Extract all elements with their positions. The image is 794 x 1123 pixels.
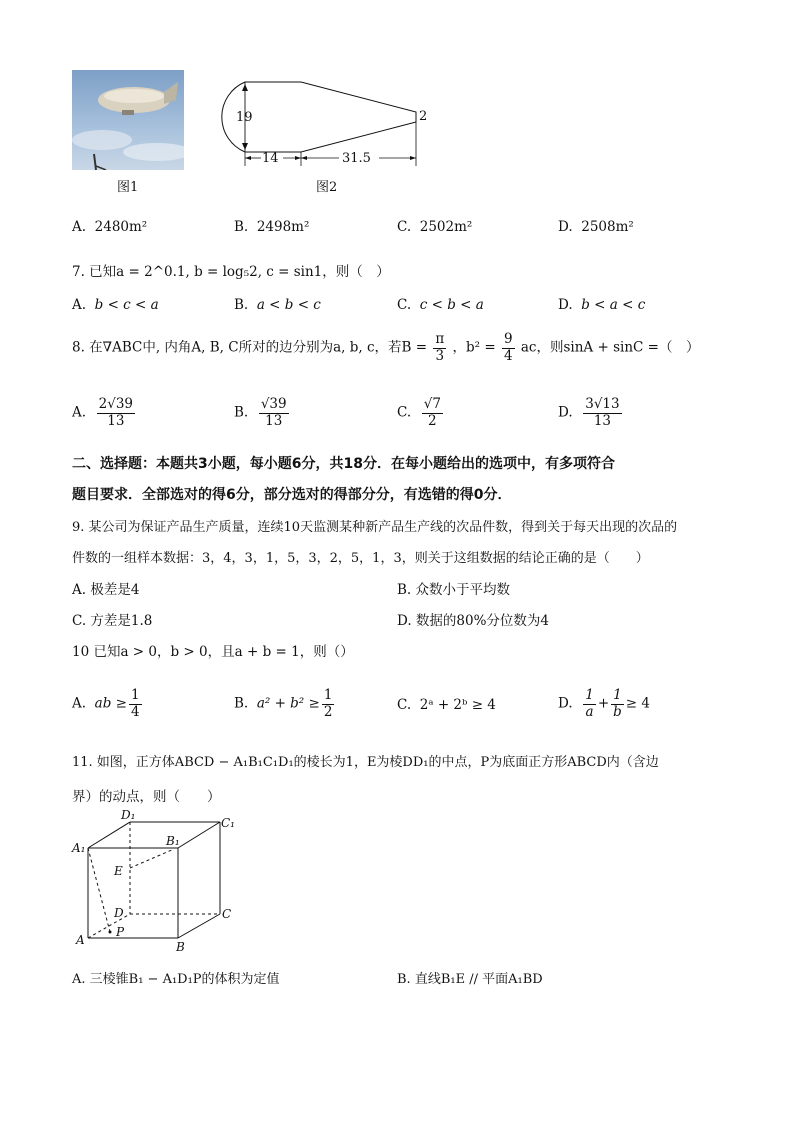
q8-option-a [72,397,137,429]
option-letter: C. [397,297,412,313]
option-letter: D. [558,219,573,235]
option-letter: B. [234,219,249,235]
option-text: a² + b² ≥ [256,695,320,712]
option-text: 2ᵃ + 2ᵇ ≥ 4 [419,697,496,713]
cube-label-e: E [114,864,123,878]
q10-option-c [397,697,496,713]
fraction-numerator: 9 [503,331,513,347]
q6-option-a [72,219,147,235]
q7-option-a [72,297,159,313]
option-fraction [583,397,621,429]
option-text: b < c < a [94,297,159,313]
fraction-numerator: √7 [423,396,441,412]
q9-option-d: D. 数据的80%分位数为4 [397,613,550,629]
q9-option-a: A. 极差是4 [72,582,140,598]
option-fraction [97,397,135,429]
option-fraction [611,688,624,720]
option-text: ≥ 4 [625,695,650,712]
option-fraction [322,688,335,720]
q8-option-d [558,397,624,429]
q7-option-d [558,297,645,313]
option-letter: A. [72,219,87,235]
option-letter: B. [234,297,249,313]
q8-option-b [234,397,291,429]
fraction-denominator: a [585,703,594,720]
cube-label-d1: D₁ [121,808,136,822]
option-letter: D. [558,695,573,712]
q8-ratio-fraction [502,332,515,364]
q8-stem-suffix: ac，则sinA + sinC =（ ） [520,339,700,356]
option-letter: A. [72,695,87,712]
cube-drawing [70,808,245,958]
dim-height-label: 19 [236,110,253,125]
q10-stem: 10 已知a > 0，b > 0，且a + b = 1，则（） [72,644,354,660]
option-fraction [259,397,289,429]
q9-option-b: B. 众数小于平均数 [397,582,511,598]
option-letter: A. [72,297,87,313]
q8-option-c [397,397,445,429]
cube-label-a: A [76,933,85,947]
option-text: ab ≥ [94,695,127,712]
fraction-numerator: 1 [130,687,140,703]
q11-stem-line2: 界）的动点，则（ ） [72,789,221,805]
option-text: 2498m² [256,219,310,235]
q6-option-d [558,219,634,235]
q9-option-c: C. 方差是1.8 [72,613,153,629]
option-text: a < b < c [256,297,321,313]
option-letter: C. [397,404,412,421]
fraction-denominator: b [613,703,622,720]
figure-2-caption: 图2 [316,180,338,195]
figure-1-caption: 图1 [117,180,139,195]
cube-label-c1: C₁ [221,816,235,830]
q10-option-a [72,688,144,720]
cube-label-b: B [176,940,185,954]
option-text: c < b < a [419,297,484,313]
option-letter: C. [397,697,412,713]
cube-label-p: P [116,925,125,939]
plus-sign: + [597,695,610,712]
cube-label-c: C [222,907,232,921]
airship-photo [72,70,184,170]
fraction-numerator: 1 [323,687,333,703]
fraction-denominator: 2 [323,703,333,720]
cube-label-a1: A₁ [72,841,86,855]
option-fraction [129,688,142,720]
option-text: b < a < c [581,297,646,313]
q7-option-b [234,297,321,313]
option-letter: D. [558,297,573,313]
fraction-denominator: 2 [428,412,437,429]
q8-stem [72,332,699,364]
fraction-numerator: π [435,331,445,347]
fraction-numerator: 1 [611,688,624,705]
q8-stem-mid: ，b² = [452,339,496,356]
dim-right-label: 31.5 [342,151,371,166]
dim-tip-label: 2 [419,109,428,124]
q9-stem-line2: 件数的一组样本数据：3，4，3，1，5，3，2，5，1，3，则关于这组数据的结论正确的是（ ） [72,551,649,566]
fraction-numerator: 3√13 [585,396,620,412]
q9-stem-line1: 9. 某公司为保证产品生产质量，连续10天监测某种新产品生产线的次品件数，得到关于每天出现的次品的 [72,520,678,535]
fraction-denominator: 3 [435,347,445,364]
option-text: 2502m² [419,219,473,235]
option-letter: B. [234,695,249,712]
cube-label-b1: B₁ [166,834,180,848]
q7-option-c [397,297,484,313]
option-letter: D. [558,404,573,421]
section-2-heading-line1: 二、选择题：本题共3小题，每小题6分，共18分．在每小题给出的选项中，有多项符合 [72,456,615,472]
fraction-numerator: 2√39 [98,396,134,412]
cube-diagram [70,808,245,958]
q8-angle-fraction [433,332,446,364]
q11-option-b: B. 直线B₁E // 平面A₁BD [397,972,543,987]
fraction-denominator: 13 [593,412,612,429]
q10-option-b [234,688,336,720]
option-fraction [583,688,596,720]
cube-label-d: D [114,906,124,920]
q6-option-b [234,219,309,235]
q8-stem-prefix: 8. 在∇ABC中, 内角A, B, C所对的边分别为a, b, c，若B = [72,339,428,356]
q6-option-c [397,219,472,235]
option-fraction [422,397,443,429]
fraction-numerator: 1 [585,687,594,703]
option-text: 2480m² [94,219,148,235]
q11-option-a: A. 三棱锥B₁ − A₁D₁P的体积为定值 [72,972,280,987]
q10-option-d [558,688,650,720]
fraction-numerator: √39 [260,396,287,412]
fraction-denominator: 4 [503,347,513,364]
figure-1 [72,70,184,170]
fraction-denominator: 13 [107,412,125,429]
dim-left-label: 14 [262,151,279,166]
option-letter: C. [397,219,412,235]
option-letter: B. [234,404,249,421]
q7-stem: 7. 已知a = 2^0.1, b = log₅2, c = sin1，则（ ） [72,264,390,280]
option-letter: A. [72,404,87,421]
fraction-denominator: 4 [130,703,140,720]
q11-stem-line1: 11. 如图，正方体ABCD − A₁B₁C₁D₁的棱长为1，E为棱DD₁的中点，P为底面正方形ABCD内（含边 [72,755,659,770]
option-text: 2508m² [581,219,634,235]
section-2-heading-line2: 题目要求．全部选对的得6分，部分选对的得部分分，有选错的得0分． [72,487,512,503]
fraction-denominator: 13 [265,412,283,429]
